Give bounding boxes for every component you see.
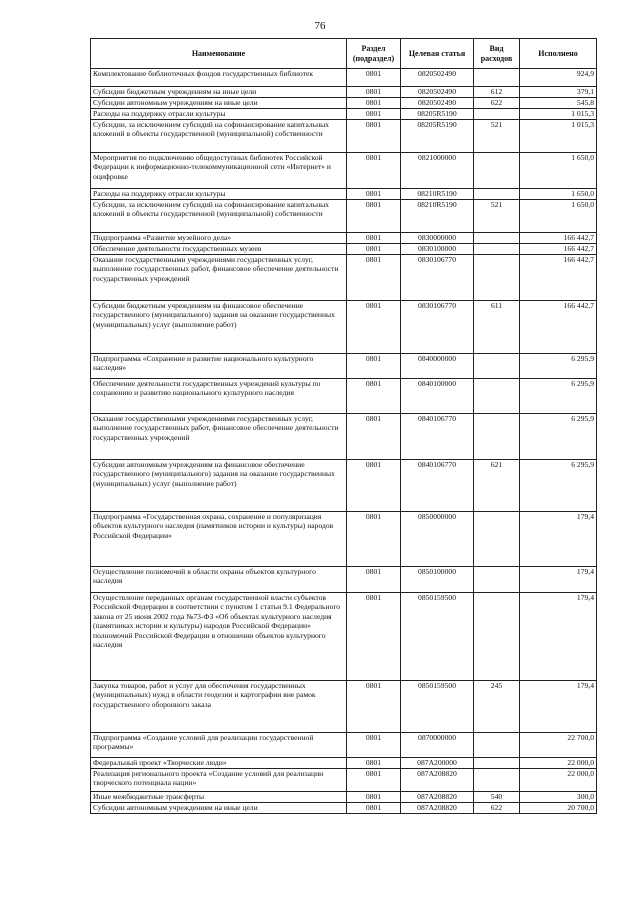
cell-article: 0840000000 (401, 354, 474, 379)
budget-table (90, 38, 597, 814)
page-number: 76 (314, 20, 326, 32)
cell-executed: 1 015,3 (520, 109, 597, 120)
cell-section: 0801 (347, 87, 401, 98)
cell-executed: 6 295,9 (520, 354, 597, 379)
cell-article: 08205R5190 (401, 109, 474, 120)
cell-executed: 179,4 (520, 593, 597, 681)
cell-section: 0801 (347, 98, 401, 109)
cell-expense-kind: 540 (474, 792, 520, 803)
table-row (91, 460, 597, 512)
table-row (91, 769, 597, 792)
cell-expense-kind (474, 379, 520, 414)
cell-name: Иные межбюджетные трансферты (91, 792, 347, 803)
cell-name: Субсидии автономным учреждениям на иные цели (91, 803, 347, 814)
cell-name: Оказание государственными учреждениями государственных услуг, выполнение государственных работ, финансовое обеспечение деятельности государственных учреждений (91, 255, 347, 301)
cell-name: Комплектование библиотечных фондов государственных библиотек (91, 69, 347, 87)
cell-expense-kind (474, 769, 520, 792)
cell-executed: 166 442,7 (520, 244, 597, 255)
cell-article: 0840106770 (401, 414, 474, 460)
cell-name: Обеспечение деятельности государственных учреждений культуры по сохранению и развитию национального культурного наследия (91, 379, 347, 414)
table-row (91, 301, 597, 354)
cell-section: 0801 (347, 244, 401, 255)
table-row (91, 153, 597, 189)
cell-article: 0820502490 (401, 98, 474, 109)
cell-name: Субсидии бюджетным учреждениям на иные цели (91, 87, 347, 98)
cell-article: 0850000000 (401, 512, 474, 567)
cell-executed: 1 650,0 (520, 189, 597, 200)
cell-executed: 300,0 (520, 792, 597, 803)
column-header-name: Наименование (91, 39, 347, 69)
cell-expense-kind (474, 414, 520, 460)
cell-article: 0840106770 (401, 460, 474, 512)
cell-expense-kind (474, 567, 520, 593)
cell-article: 0850159500 (401, 593, 474, 681)
column-header-executed: Исполнено (520, 39, 597, 69)
cell-expense-kind (474, 233, 520, 244)
cell-expense-kind (474, 153, 520, 189)
column-header-expense-kind: Вид расходов (474, 39, 520, 69)
cell-expense-kind: 612 (474, 87, 520, 98)
column-header-section: Раздел (подраздел) (347, 39, 401, 69)
cell-section: 0801 (347, 354, 401, 379)
cell-expense-kind: 622 (474, 98, 520, 109)
cell-executed: 6 295,9 (520, 379, 597, 414)
cell-expense-kind (474, 593, 520, 681)
cell-expense-kind (474, 109, 520, 120)
cell-name: Закупка товаров, работ и услуг для обеспечения государственных (муниципальных) нужд в области геодезии и картографии вне рамок государственного оборонного заказа (91, 681, 347, 733)
table-row (91, 792, 597, 803)
cell-executed: 22 000,0 (520, 758, 597, 769)
cell-name: Субсидии, за исключением субсидий на софинансирование капитальных вложений в объекты государственной (муниципальной) собственности (91, 120, 347, 153)
cell-section: 0801 (347, 681, 401, 733)
cell-executed: 166 442,7 (520, 301, 597, 354)
cell-section: 0801 (347, 803, 401, 814)
cell-article: 0850100000 (401, 567, 474, 593)
cell-name: Осуществление полномочий в области охраны объектов культурного наследия (91, 567, 347, 593)
cell-name: Подпрограмма «Государственная охрана, сохранение и популяризация объектов культурного наследия (памятников истории и культуры) народов Российской Федерации» (91, 512, 347, 567)
cell-executed: 6 295,9 (520, 414, 597, 460)
cell-section: 0801 (347, 769, 401, 792)
cell-executed: 6 295,9 (520, 460, 597, 512)
cell-section: 0801 (347, 567, 401, 593)
cell-name: Расходы на поддержку отрасли культуры (91, 189, 347, 200)
cell-article: 087A208820 (401, 769, 474, 792)
cell-article: 0830106770 (401, 255, 474, 301)
table-header-row (91, 39, 597, 69)
table-row (91, 255, 597, 301)
cell-name: Федеральный проект «Творческие люди» (91, 758, 347, 769)
cell-executed: 379,1 (520, 87, 597, 98)
cell-name: Подпрограмма «Развитие музейного дела» (91, 233, 347, 244)
cell-article: 0830000000 (401, 233, 474, 244)
table-row (91, 233, 597, 244)
cell-expense-kind: 622 (474, 803, 520, 814)
table-row (91, 803, 597, 814)
cell-expense-kind (474, 733, 520, 758)
cell-name: Субсидии, за исключением субсидий на софинансирование капитальных вложений в объекты государственной (муниципальной) собственности (91, 200, 347, 233)
table-row (91, 733, 597, 758)
table-row (91, 681, 597, 733)
table-row (91, 414, 597, 460)
cell-executed: 179,4 (520, 512, 597, 567)
cell-section: 0801 (347, 414, 401, 460)
cell-expense-kind (474, 255, 520, 301)
cell-section: 0801 (347, 733, 401, 758)
table-row (91, 379, 597, 414)
table-row (91, 758, 597, 769)
cell-executed: 179,4 (520, 567, 597, 593)
cell-expense-kind (474, 189, 520, 200)
cell-section: 0801 (347, 109, 401, 120)
cell-article: 08210R5190 (401, 189, 474, 200)
cell-section: 0801 (347, 153, 401, 189)
cell-expense-kind (474, 354, 520, 379)
cell-expense-kind (474, 244, 520, 255)
cell-article: 0821000000 (401, 153, 474, 189)
cell-executed: 1 650,0 (520, 153, 597, 189)
cell-section: 0801 (347, 758, 401, 769)
column-header-article: Целевая статья (401, 39, 474, 69)
cell-section: 0801 (347, 69, 401, 87)
cell-expense-kind: 521 (474, 120, 520, 153)
cell-executed: 166 442,7 (520, 255, 597, 301)
table-row (91, 189, 597, 200)
cell-executed: 20 700,0 (520, 803, 597, 814)
cell-expense-kind (474, 512, 520, 567)
table-row (91, 120, 597, 153)
cell-article: 0820502490 (401, 87, 474, 98)
cell-name: Подпрограмма «Создание условий для реализации государственной программы» (91, 733, 347, 758)
table-row (91, 200, 597, 233)
cell-executed: 166 442,7 (520, 233, 597, 244)
cell-name: Субсидии бюджетным учреждениям на финансовое обеспечение государственного (муниципального) задания на оказание государственных (муниципальных) услуг (выполнение работ) (91, 301, 347, 354)
cell-article: 0830106770 (401, 301, 474, 354)
cell-article: 08205R5190 (401, 120, 474, 153)
cell-article: 0820502490 (401, 69, 474, 87)
cell-section: 0801 (347, 792, 401, 803)
table-row (91, 354, 597, 379)
cell-section: 0801 (347, 189, 401, 200)
cell-article: 087A200000 (401, 758, 474, 769)
cell-name: Реализация регионального проекта «Создание условий для реализации творческого потенциала нации» (91, 769, 347, 792)
cell-name: Субсидии автономным учреждениям на иные цели (91, 98, 347, 109)
cell-executed: 924,9 (520, 69, 597, 87)
cell-section: 0801 (347, 379, 401, 414)
cell-name: Оказание государственными учреждениями государственных услуг, выполнение государственных работ, финансовое обеспечение деятельности государственных учреждений (91, 414, 347, 460)
table-row (91, 593, 597, 681)
cell-section: 0801 (347, 233, 401, 244)
cell-expense-kind: 521 (474, 200, 520, 233)
table-row (91, 98, 597, 109)
cell-name: Обеспечение деятельности государственных музеев (91, 244, 347, 255)
cell-section: 0801 (347, 120, 401, 153)
cell-expense-kind: 621 (474, 460, 520, 512)
cell-executed: 22 700,0 (520, 733, 597, 758)
table-body (91, 69, 597, 814)
table-row (91, 567, 597, 593)
cell-article: 08210R5190 (401, 200, 474, 233)
cell-expense-kind (474, 758, 520, 769)
cell-executed: 179,4 (520, 681, 597, 733)
table-row (91, 87, 597, 98)
table-row (91, 69, 597, 87)
cell-article: 087A208820 (401, 803, 474, 814)
cell-executed: 1 015,3 (520, 120, 597, 153)
cell-article: 0840100000 (401, 379, 474, 414)
cell-article: 087A208820 (401, 792, 474, 803)
cell-expense-kind: 245 (474, 681, 520, 733)
cell-name: Расходы на поддержку отрасли культуры (91, 109, 347, 120)
cell-executed: 22 000,0 (520, 769, 597, 792)
cell-article: 0830100000 (401, 244, 474, 255)
cell-section: 0801 (347, 460, 401, 512)
cell-section: 0801 (347, 200, 401, 233)
table-row (91, 244, 597, 255)
cell-name: Осуществление переданных органам государственной власти субъектов Российской Федерации в соответствии с пунктом 1 статьи 9.1 Федерального закона от 25 июня 2002 года №73-ФЗ «Об объектах культурного наследия (памятниках истории и культуры) народов Российской Федерации» полномочий Российской Федерации в отношении объектов культурного наследия (91, 593, 347, 681)
cell-section: 0801 (347, 301, 401, 354)
cell-name: Мероприятия по подключению общедоступных библиотек Российской Федерации к информационно-телекоммуникационной сети «Интернет» и оцифровке (91, 153, 347, 189)
cell-expense-kind (474, 69, 520, 87)
table-row (91, 109, 597, 120)
cell-executed: 1 650,0 (520, 200, 597, 233)
cell-section: 0801 (347, 255, 401, 301)
cell-section: 0801 (347, 593, 401, 681)
table-row (91, 512, 597, 567)
cell-executed: 545,8 (520, 98, 597, 109)
cell-article: 0870000000 (401, 733, 474, 758)
cell-expense-kind: 611 (474, 301, 520, 354)
cell-name: Субсидии автономным учреждениям на финансовое обеспечение государственного (муниципального) задания на оказание государственных (муниципальных) услуг (выполнение работ) (91, 460, 347, 512)
cell-section: 0801 (347, 512, 401, 567)
cell-name: Подпрограмма «Сохранение и развитие национального культурного наследия» (91, 354, 347, 379)
cell-article: 0850159500 (401, 681, 474, 733)
